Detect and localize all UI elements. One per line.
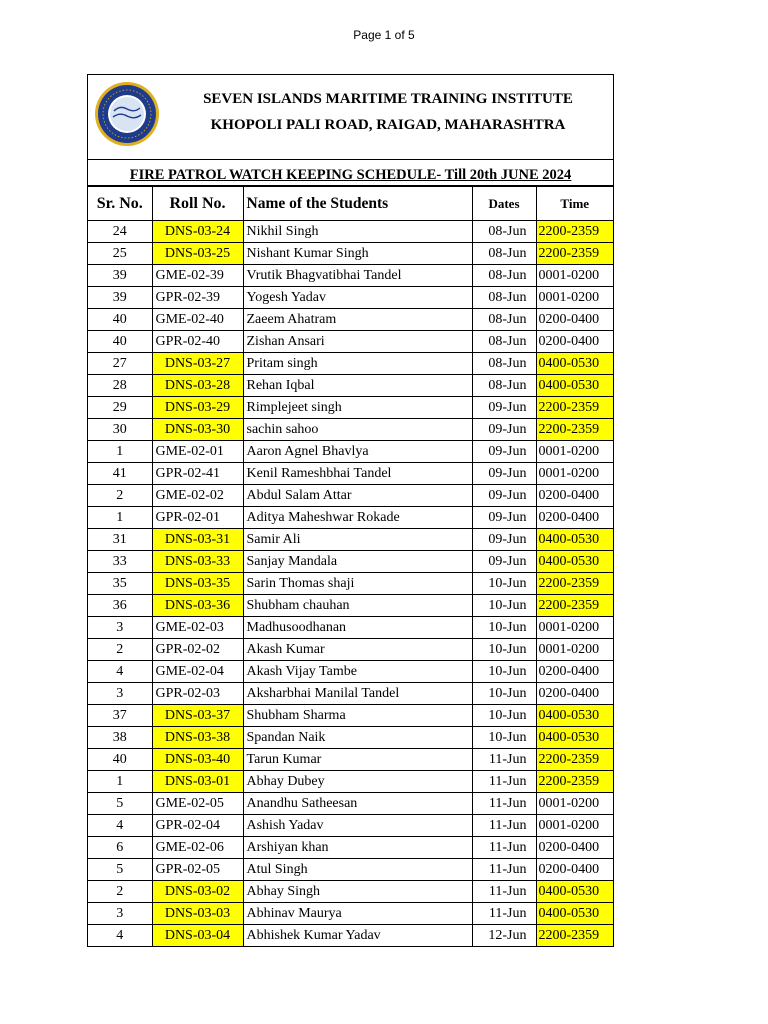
cell-student-name: Nishant Kumar Singh (243, 243, 472, 265)
cell-student-name: Akash Kumar (243, 639, 472, 661)
table-row (88, 375, 613, 397)
cell-sr-no: 28 (88, 375, 152, 397)
cell-time: 2200-2359 (536, 243, 613, 265)
column-header-sr-no: Sr. No. (88, 187, 152, 221)
table-row (88, 683, 613, 705)
cell-roll-no: GME-02-01 (152, 441, 243, 463)
table-row (88, 617, 613, 639)
cell-sr-no: 3 (88, 903, 152, 925)
cell-time: 0400-0530 (536, 551, 613, 573)
cell-date: 11-Jun (472, 793, 536, 815)
cell-roll-no: DNS-03-35 (152, 573, 243, 595)
table-row (88, 837, 613, 859)
cell-time: 0400-0530 (536, 881, 613, 903)
cell-time: 0001-0200 (536, 793, 613, 815)
cell-student-name: Tarun Kumar (243, 749, 472, 771)
cell-sr-no: 25 (88, 243, 152, 265)
table-row (88, 793, 613, 815)
cell-time: 0001-0200 (536, 639, 613, 661)
cell-student-name: Rehan Iqbal (243, 375, 472, 397)
cell-student-name: Abhinav Maurya (243, 903, 472, 925)
cell-student-name: Ashish Yadav (243, 815, 472, 837)
cell-student-name: Sarin Thomas shaji (243, 573, 472, 595)
schedule-title (88, 160, 613, 186)
cell-roll-no: GME-02-02 (152, 485, 243, 507)
cell-time: 0200-0400 (536, 837, 613, 859)
cell-date: 09-Jun (472, 529, 536, 551)
cell-roll-no: DNS-03-04 (152, 925, 243, 947)
cell-roll-no: DNS-03-30 (152, 419, 243, 441)
cell-sr-no: 2 (88, 881, 152, 903)
cell-roll-no: DNS-03-40 (152, 749, 243, 771)
cell-roll-no: GME-02-05 (152, 793, 243, 815)
cell-sr-no: 30 (88, 419, 152, 441)
cell-time: 0400-0530 (536, 903, 613, 925)
cell-time: 0400-0530 (536, 353, 613, 375)
cell-date: 11-Jun (472, 859, 536, 881)
cell-time: 0400-0530 (536, 375, 613, 397)
institute-seal-logo-icon (94, 81, 160, 147)
cell-roll-no: DNS-03-29 (152, 397, 243, 419)
cell-sr-no: 2 (88, 485, 152, 507)
cell-student-name: Abhay Dubey (243, 771, 472, 793)
cell-roll-no: DNS-03-25 (152, 243, 243, 265)
cell-student-name: Shubham Sharma (243, 705, 472, 727)
cell-sr-no: 24 (88, 221, 152, 243)
cell-sr-no: 27 (88, 353, 152, 375)
cell-sr-no: 6 (88, 837, 152, 859)
cell-student-name: Arshiyan khan (243, 837, 472, 859)
cell-sr-no: 31 (88, 529, 152, 551)
cell-student-name: Aditya Maheshwar Rokade (243, 507, 472, 529)
table-row (88, 903, 613, 925)
table-row (88, 287, 613, 309)
table-row (88, 265, 613, 287)
schedule-document (87, 74, 614, 947)
cell-roll-no: GPR-02-39 (152, 287, 243, 309)
cell-sr-no: 38 (88, 727, 152, 749)
table-row (88, 331, 613, 353)
cell-roll-no: DNS-03-37 (152, 705, 243, 727)
cell-roll-no: GPR-02-41 (152, 463, 243, 485)
cell-date: 09-Jun (472, 463, 536, 485)
table-row (88, 749, 613, 771)
table-row (88, 881, 613, 903)
table-row (88, 441, 613, 463)
cell-time: 0400-0530 (536, 705, 613, 727)
schedule-table (88, 186, 613, 946)
cell-time: 2200-2359 (536, 771, 613, 793)
cell-roll-no: GME-02-04 (152, 661, 243, 683)
cell-time: 0200-0400 (536, 507, 613, 529)
cell-sr-no: 35 (88, 573, 152, 595)
cell-student-name: Sanjay Mandala (243, 551, 472, 573)
column-header-dates: Dates (472, 187, 536, 221)
cell-roll-no: GPR-02-05 (152, 859, 243, 881)
cell-time: 2200-2359 (536, 573, 613, 595)
column-header-roll-no: Roll No. (152, 187, 243, 221)
cell-date: 10-Jun (472, 573, 536, 595)
cell-date: 11-Jun (472, 815, 536, 837)
cell-date: 09-Jun (472, 441, 536, 463)
cell-date: 11-Jun (472, 881, 536, 903)
cell-roll-no: GPR-02-03 (152, 683, 243, 705)
cell-sr-no: 4 (88, 661, 152, 683)
cell-student-name: Pritam singh (243, 353, 472, 375)
cell-sr-no: 37 (88, 705, 152, 727)
cell-roll-no: DNS-03-36 (152, 595, 243, 617)
cell-date: 11-Jun (472, 837, 536, 859)
cell-sr-no: 40 (88, 749, 152, 771)
cell-sr-no: 5 (88, 793, 152, 815)
cell-student-name: Aksharbhai Manilal Tandel (243, 683, 472, 705)
cell-time: 2200-2359 (536, 397, 613, 419)
cell-student-name: Abhay Singh (243, 881, 472, 903)
cell-student-name: Anandhu Satheesan (243, 793, 472, 815)
cell-time: 0200-0400 (536, 331, 613, 353)
cell-sr-no: 39 (88, 265, 152, 287)
table-row (88, 859, 613, 881)
page-number-label: Page 1 of 5 (353, 28, 415, 42)
cell-sr-no: 1 (88, 441, 152, 463)
cell-roll-no: GME-02-39 (152, 265, 243, 287)
cell-roll-no: GME-02-40 (152, 309, 243, 331)
cell-roll-no: GPR-02-02 (152, 639, 243, 661)
table-row (88, 573, 613, 595)
cell-time: 0001-0200 (536, 265, 613, 287)
cell-time: 2200-2359 (536, 221, 613, 243)
table-row (88, 705, 613, 727)
cell-roll-no: DNS-03-31 (152, 529, 243, 551)
cell-roll-no: DNS-03-24 (152, 221, 243, 243)
table-row (88, 397, 613, 419)
cell-sr-no: 3 (88, 683, 152, 705)
cell-student-name: Atul Singh (243, 859, 472, 881)
cell-sr-no: 4 (88, 925, 152, 947)
cell-date: 08-Jun (472, 353, 536, 375)
cell-date: 11-Jun (472, 903, 536, 925)
cell-date: 12-Jun (472, 925, 536, 947)
cell-date: 11-Jun (472, 749, 536, 771)
cell-date: 08-Jun (472, 287, 536, 309)
cell-sr-no: 1 (88, 771, 152, 793)
cell-roll-no: DNS-03-01 (152, 771, 243, 793)
cell-time: 0400-0530 (536, 529, 613, 551)
cell-date: 08-Jun (472, 265, 536, 287)
cell-time: 0001-0200 (536, 463, 613, 485)
table-row (88, 309, 613, 331)
cell-student-name: Yogesh Yadav (243, 287, 472, 309)
cell-sr-no: 3 (88, 617, 152, 639)
table-row (88, 485, 613, 507)
cell-time: 0001-0200 (536, 287, 613, 309)
cell-student-name: Vrutik Bhagvatibhai Tandel (243, 265, 472, 287)
cell-sr-no: 36 (88, 595, 152, 617)
cell-sr-no: 40 (88, 331, 152, 353)
cell-sr-no: 2 (88, 639, 152, 661)
institute-address: KHOPOLI PALI ROAD, RAIGAD, MAHARASHTRA (210, 117, 566, 133)
cell-time: 0200-0400 (536, 683, 613, 705)
cell-date: 09-Jun (472, 551, 536, 573)
cell-roll-no: GME-02-06 (152, 837, 243, 859)
cell-date: 10-Jun (472, 617, 536, 639)
cell-date: 11-Jun (472, 771, 536, 793)
cell-student-name: Rimplejeet singh (243, 397, 472, 419)
cell-date: 08-Jun (472, 331, 536, 353)
cell-date: 10-Jun (472, 639, 536, 661)
cell-date: 10-Jun (472, 661, 536, 683)
table-row (88, 243, 613, 265)
table-header-row (88, 187, 613, 221)
cell-sr-no: 40 (88, 309, 152, 331)
cell-student-name: Spandan Naik (243, 727, 472, 749)
cell-roll-no: GME-02-03 (152, 617, 243, 639)
table-row (88, 353, 613, 375)
cell-roll-no: GPR-02-40 (152, 331, 243, 353)
table-row (88, 639, 613, 661)
cell-date: 09-Jun (472, 507, 536, 529)
table-row (88, 529, 613, 551)
cell-roll-no: GPR-02-04 (152, 815, 243, 837)
cell-student-name: Shubham chauhan (243, 595, 472, 617)
cell-time: 2200-2359 (536, 925, 613, 947)
table-row (88, 551, 613, 573)
cell-student-name: Nikhil Singh (243, 221, 472, 243)
cell-time: 2200-2359 (536, 419, 613, 441)
table-row (88, 595, 613, 617)
cell-student-name: Madhusoodhanan (243, 617, 472, 639)
cell-sr-no: 29 (88, 397, 152, 419)
cell-date: 10-Jun (472, 705, 536, 727)
cell-roll-no: DNS-03-02 (152, 881, 243, 903)
table-row (88, 419, 613, 441)
table-row (88, 507, 613, 529)
cell-time: 0200-0400 (536, 485, 613, 507)
cell-roll-no: DNS-03-03 (152, 903, 243, 925)
column-header-time: Time (536, 187, 613, 221)
table-row (88, 771, 613, 793)
table-row (88, 815, 613, 837)
cell-date: 08-Jun (472, 375, 536, 397)
table-row (88, 661, 613, 683)
cell-date: 10-Jun (472, 727, 536, 749)
cell-sr-no: 1 (88, 507, 152, 529)
cell-sr-no: 33 (88, 551, 152, 573)
cell-student-name: Zishan Ansari (243, 331, 472, 353)
cell-student-name: Abhishek Kumar Yadav (243, 925, 472, 947)
cell-time: 0001-0200 (536, 441, 613, 463)
cell-time: 0400-0530 (536, 727, 613, 749)
cell-date: 08-Jun (472, 243, 536, 265)
table-row (88, 221, 613, 243)
cell-date: 08-Jun (472, 221, 536, 243)
table-row (88, 463, 613, 485)
cell-date: 09-Jun (472, 485, 536, 507)
table-row (88, 727, 613, 749)
cell-roll-no: DNS-03-38 (152, 727, 243, 749)
cell-roll-no: DNS-03-27 (152, 353, 243, 375)
cell-roll-no: DNS-03-28 (152, 375, 243, 397)
cell-time: 2200-2359 (536, 749, 613, 771)
cell-student-name: Akash Vijay Tambe (243, 661, 472, 683)
table-row (88, 925, 613, 947)
cell-roll-no: GPR-02-01 (152, 507, 243, 529)
schedule-title-text: FIRE PATROL WATCH KEEPING SCHEDULE- Till 20th JUNE 2024 (129, 167, 572, 183)
cell-date: 09-Jun (472, 419, 536, 441)
cell-time: 2200-2359 (536, 595, 613, 617)
cell-sr-no: 39 (88, 287, 152, 309)
document-header (88, 75, 613, 160)
cell-date: 10-Jun (472, 595, 536, 617)
cell-sr-no: 5 (88, 859, 152, 881)
cell-time: 0001-0200 (536, 617, 613, 639)
cell-date: 08-Jun (472, 309, 536, 331)
institute-name: SEVEN ISLANDS MARITIME TRAINING INSTITUTE (203, 91, 573, 107)
cell-sr-no: 41 (88, 463, 152, 485)
cell-sr-no: 4 (88, 815, 152, 837)
cell-student-name: Samir Ali (243, 529, 472, 551)
cell-student-name: Aaron Agnel Bhavlya (243, 441, 472, 463)
cell-time: 0200-0400 (536, 661, 613, 683)
cell-student-name: Kenil Rameshbhai Tandel (243, 463, 472, 485)
cell-student-name: sachin sahoo (243, 419, 472, 441)
cell-date: 10-Jun (472, 683, 536, 705)
column-header-name: Name of the Students (243, 187, 472, 221)
cell-time: 0200-0400 (536, 859, 613, 881)
cell-time: 0200-0400 (536, 309, 613, 331)
cell-time: 0001-0200 (536, 815, 613, 837)
cell-student-name: Zaeem Ahatram (243, 309, 472, 331)
cell-roll-no: DNS-03-33 (152, 551, 243, 573)
cell-date: 09-Jun (472, 397, 536, 419)
cell-student-name: Abdul Salam Attar (243, 485, 472, 507)
